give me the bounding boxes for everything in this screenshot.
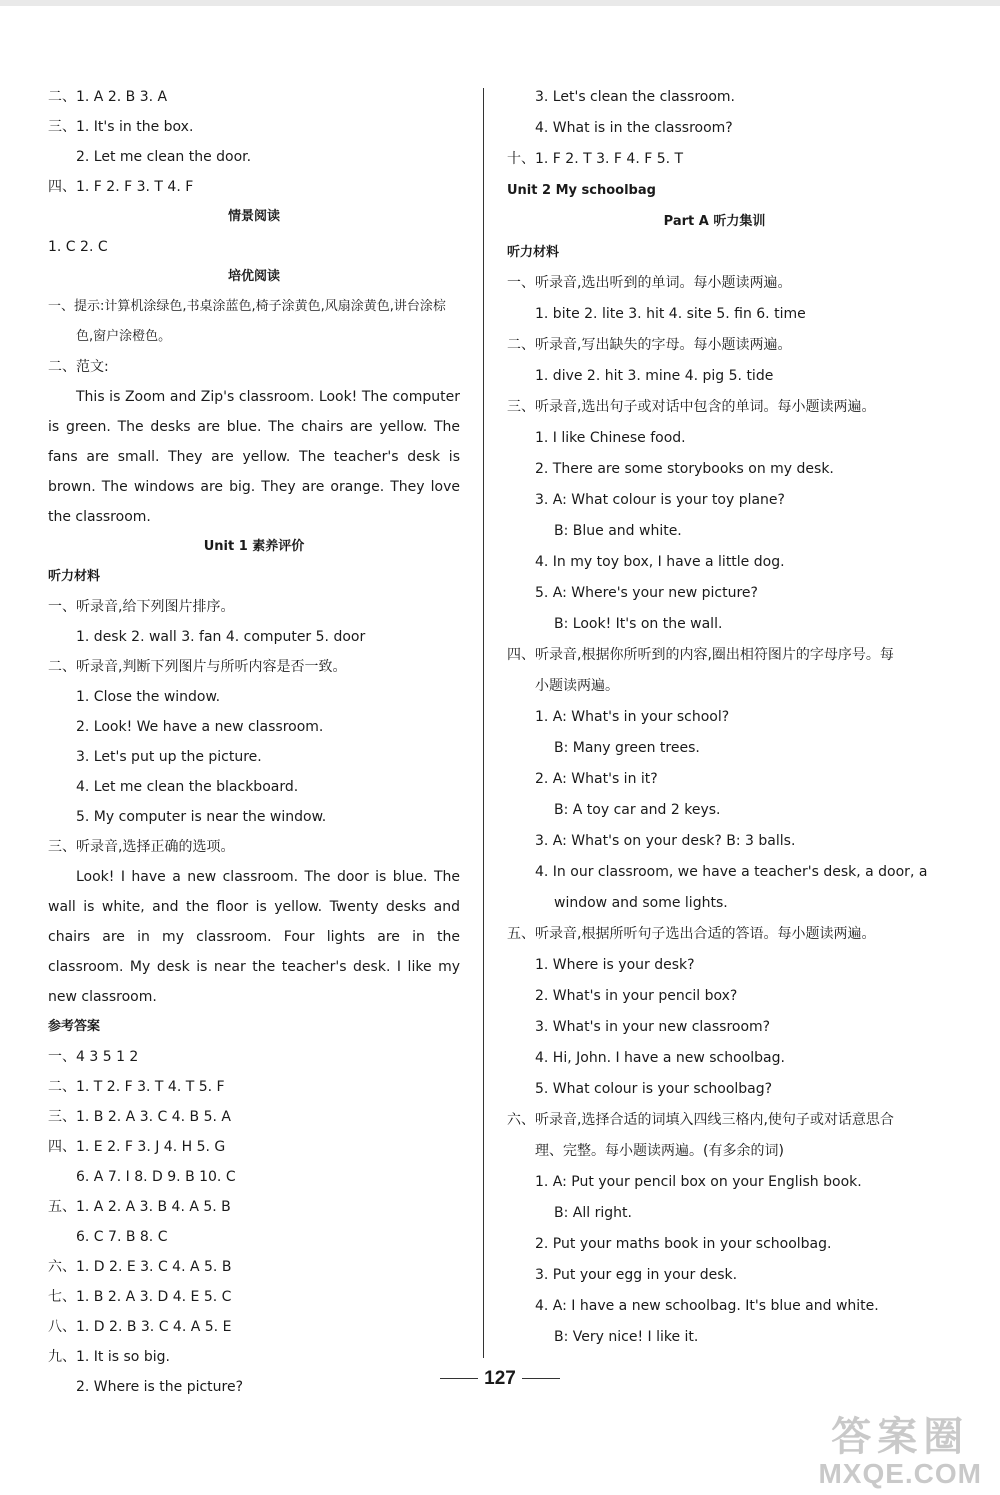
text-line: 三、1. It's in the box. bbox=[48, 119, 194, 135]
text-line: 七、1. B 2. A 3. D 4. E 5. C bbox=[48, 1289, 232, 1305]
section-heading: 听力材料 bbox=[507, 245, 560, 260]
section-heading: 情景阅读 bbox=[227, 209, 280, 224]
hint-paragraph: 一、提示:计算机涂绿色,书桌涂蓝色,椅子涂黄色,风扇涂黄色,讲台涂棕色,窗户涂橙色。 bbox=[48, 299, 446, 344]
watermark-url: MXQE.COM bbox=[818, 1458, 982, 1489]
page-number-rule-left bbox=[440, 1378, 478, 1379]
text-line: 4. Let me clean the blackboard. bbox=[76, 779, 299, 795]
text-line: B: Look! It's on the wall. bbox=[554, 616, 723, 632]
text-line: 2. Look! We have a new classroom. bbox=[76, 719, 324, 735]
text-line: B: All right. bbox=[554, 1205, 632, 1221]
left-column bbox=[48, 82, 460, 1402]
page-number bbox=[425, 1368, 575, 1390]
text-line: 1. C 2. C bbox=[48, 239, 108, 255]
text-line: 4. In my toy box, I have a little dog. bbox=[535, 554, 785, 570]
text-line: 3. Let's put up the picture. bbox=[76, 749, 262, 765]
text-line: 2. There are some storybooks on my desk. bbox=[535, 461, 834, 477]
text-line: 2. Let me clean the door. bbox=[76, 149, 252, 165]
text-line: 3. What's in your new classroom? bbox=[535, 1019, 771, 1035]
text-line: 五、听录音,根据所听句子选出合适的答语。每小题读两遍。 bbox=[507, 926, 876, 942]
text-line: 四、1. F 2. F 3. T 4. F bbox=[48, 179, 194, 195]
text-line: 5. What colour is your schoolbag? bbox=[535, 1081, 773, 1097]
text-line: 3. Let's clean the classroom. bbox=[535, 89, 736, 105]
text-line: 四、1. E 2. F 3. J 4. H 5. G bbox=[48, 1139, 226, 1155]
text-line: 三、听录音,选择正确的选项。 bbox=[48, 839, 235, 855]
text-line: 3. A: What's on your desk? B: 3 balls. bbox=[535, 833, 796, 849]
passage-paragraph: Look! I have a new classroom. The door is blue. The wall is white, and the floor is yellow. Twenty desks and chairs are in my classroom. Four lights are in the classroom. My desk is near the teacher's desk. I like my new classroom. bbox=[48, 869, 460, 1005]
text-line: 2. Where is the picture? bbox=[76, 1379, 244, 1395]
text-line: 4. Hi, John. I have a new schoolbag. bbox=[535, 1050, 785, 1066]
section-heading: 参考答案 bbox=[48, 1019, 101, 1034]
text-line: 1. bite 2. lite 3. hit 4. site 5. fin 6. time bbox=[535, 306, 806, 322]
text-line: 六、1. D 2. E 3. C 4. A 5. B bbox=[48, 1259, 232, 1275]
text-line: 1. A: Put your pencil box on your English book. bbox=[535, 1174, 862, 1190]
text-line: 4. A: I have a new schoolbag. It's blue and white. bbox=[535, 1298, 879, 1314]
section-heading: Unit 1 素养评价 bbox=[203, 539, 305, 554]
section-heading: Part A 听力集训 bbox=[663, 214, 766, 229]
text-line: 四、听录音,根据你所听到的内容,圈出相符图片的字母序号。每 bbox=[507, 647, 894, 663]
section-heading: 听力材料 bbox=[48, 569, 101, 584]
text-line: 2. Put your maths book in your schoolbag. bbox=[535, 1236, 832, 1252]
text-line: B: Very nice! I like it. bbox=[554, 1329, 699, 1345]
text-line: B: A toy car and 2 keys. bbox=[554, 802, 721, 818]
text-line: 二、1. A 2. B 3. A bbox=[48, 89, 168, 105]
text-line: 2. What's in your pencil box? bbox=[535, 988, 738, 1004]
text-line: 六、听录音,选择合适的词填入四线三格内,使句子或对话意思合 bbox=[507, 1112, 894, 1128]
column-divider bbox=[483, 88, 484, 1358]
text-line: B: Many green trees. bbox=[554, 740, 700, 756]
text-line: 八、1. D 2. B 3. C 4. A 5. E bbox=[48, 1319, 232, 1335]
text-line: 二、范文: bbox=[48, 359, 109, 375]
text-line: 1. I like Chinese food. bbox=[535, 430, 686, 446]
text-line: 1. Close the window. bbox=[76, 689, 221, 705]
text-line: 1. A: What's in your school? bbox=[535, 709, 730, 725]
watermark bbox=[818, 1415, 982, 1489]
text-line: 1. Where is your desk? bbox=[535, 957, 695, 973]
text-line: 1. desk 2. wall 3. fan 4. computer 5. door bbox=[76, 629, 366, 645]
text-line: 4. In our classroom, we have a teacher's desk, a door, a bbox=[535, 864, 928, 880]
section-heading: 培优阅读 bbox=[227, 269, 280, 284]
text-line: B: Blue and white. bbox=[554, 523, 682, 539]
text-line: 3. Put your egg in your desk. bbox=[535, 1267, 738, 1283]
text-line: 九、1. It is so big. bbox=[48, 1349, 170, 1365]
text-line: 4. What is in the classroom? bbox=[535, 120, 733, 136]
text-line: 5. My computer is near the window. bbox=[76, 809, 327, 825]
watermark-logo-text: 答案圈 bbox=[831, 1415, 970, 1459]
text-line: 二、听录音,写出缺失的字母。每小题读两遍。 bbox=[507, 337, 792, 353]
text-line: 一、听录音,给下列图片排序。 bbox=[48, 599, 235, 615]
text-line: 小题读两遍。 bbox=[535, 678, 619, 694]
section-heading: Unit 2 My schoolbag bbox=[507, 183, 656, 198]
text-line: 二、听录音,判断下列图片与所听内容是否一致。 bbox=[48, 659, 347, 675]
text-line: 理、完整。每小题读两遍。(有多余的词) bbox=[535, 1143, 784, 1159]
page-number-rule-right bbox=[522, 1378, 560, 1379]
passage-paragraph: This is Zoom and Zip's classroom. Look! The computer is green. The desks are blue. The chairs are yellow. The fans are small. They are yellow. The teacher's desk is brown. The windows are big. They are orange. They love the classroom. bbox=[48, 389, 460, 525]
text-line: 二、1. T 2. F 3. T 4. T 5. F bbox=[48, 1079, 225, 1095]
text-line: 2. A: What's in it? bbox=[535, 771, 658, 787]
text-line: 十、1. F 2. T 3. F 4. F 5. T bbox=[507, 151, 684, 167]
text-line: window and some lights. bbox=[554, 895, 728, 911]
text-line: 五、1. A 2. A 3. B 4. A 5. B bbox=[48, 1199, 231, 1215]
right-column bbox=[507, 82, 928, 1353]
text-line: 3. A: What colour is your toy plane? bbox=[535, 492, 785, 508]
text-line: 6. C 7. B 8. C bbox=[76, 1229, 168, 1245]
text-line: 1. dive 2. hit 3. mine 4. pig 5. tide bbox=[535, 368, 774, 384]
text-line: 5. A: Where's your new picture? bbox=[535, 585, 758, 601]
text-line: 一、听录音,选出听到的单词。每小题读两遍。 bbox=[507, 275, 792, 291]
text-line: 一、4 3 5 1 2 bbox=[48, 1049, 139, 1065]
page-number-text: 127 bbox=[484, 1368, 516, 1389]
text-line: 三、听录音,选出句子或对话中包含的单词。每小题读两遍。 bbox=[507, 399, 876, 415]
top-border bbox=[0, 0, 1000, 6]
text-line: 三、1. B 2. A 3. C 4. B 5. A bbox=[48, 1109, 231, 1125]
text-line: 6. A 7. I 8. D 9. B 10. C bbox=[76, 1169, 236, 1185]
